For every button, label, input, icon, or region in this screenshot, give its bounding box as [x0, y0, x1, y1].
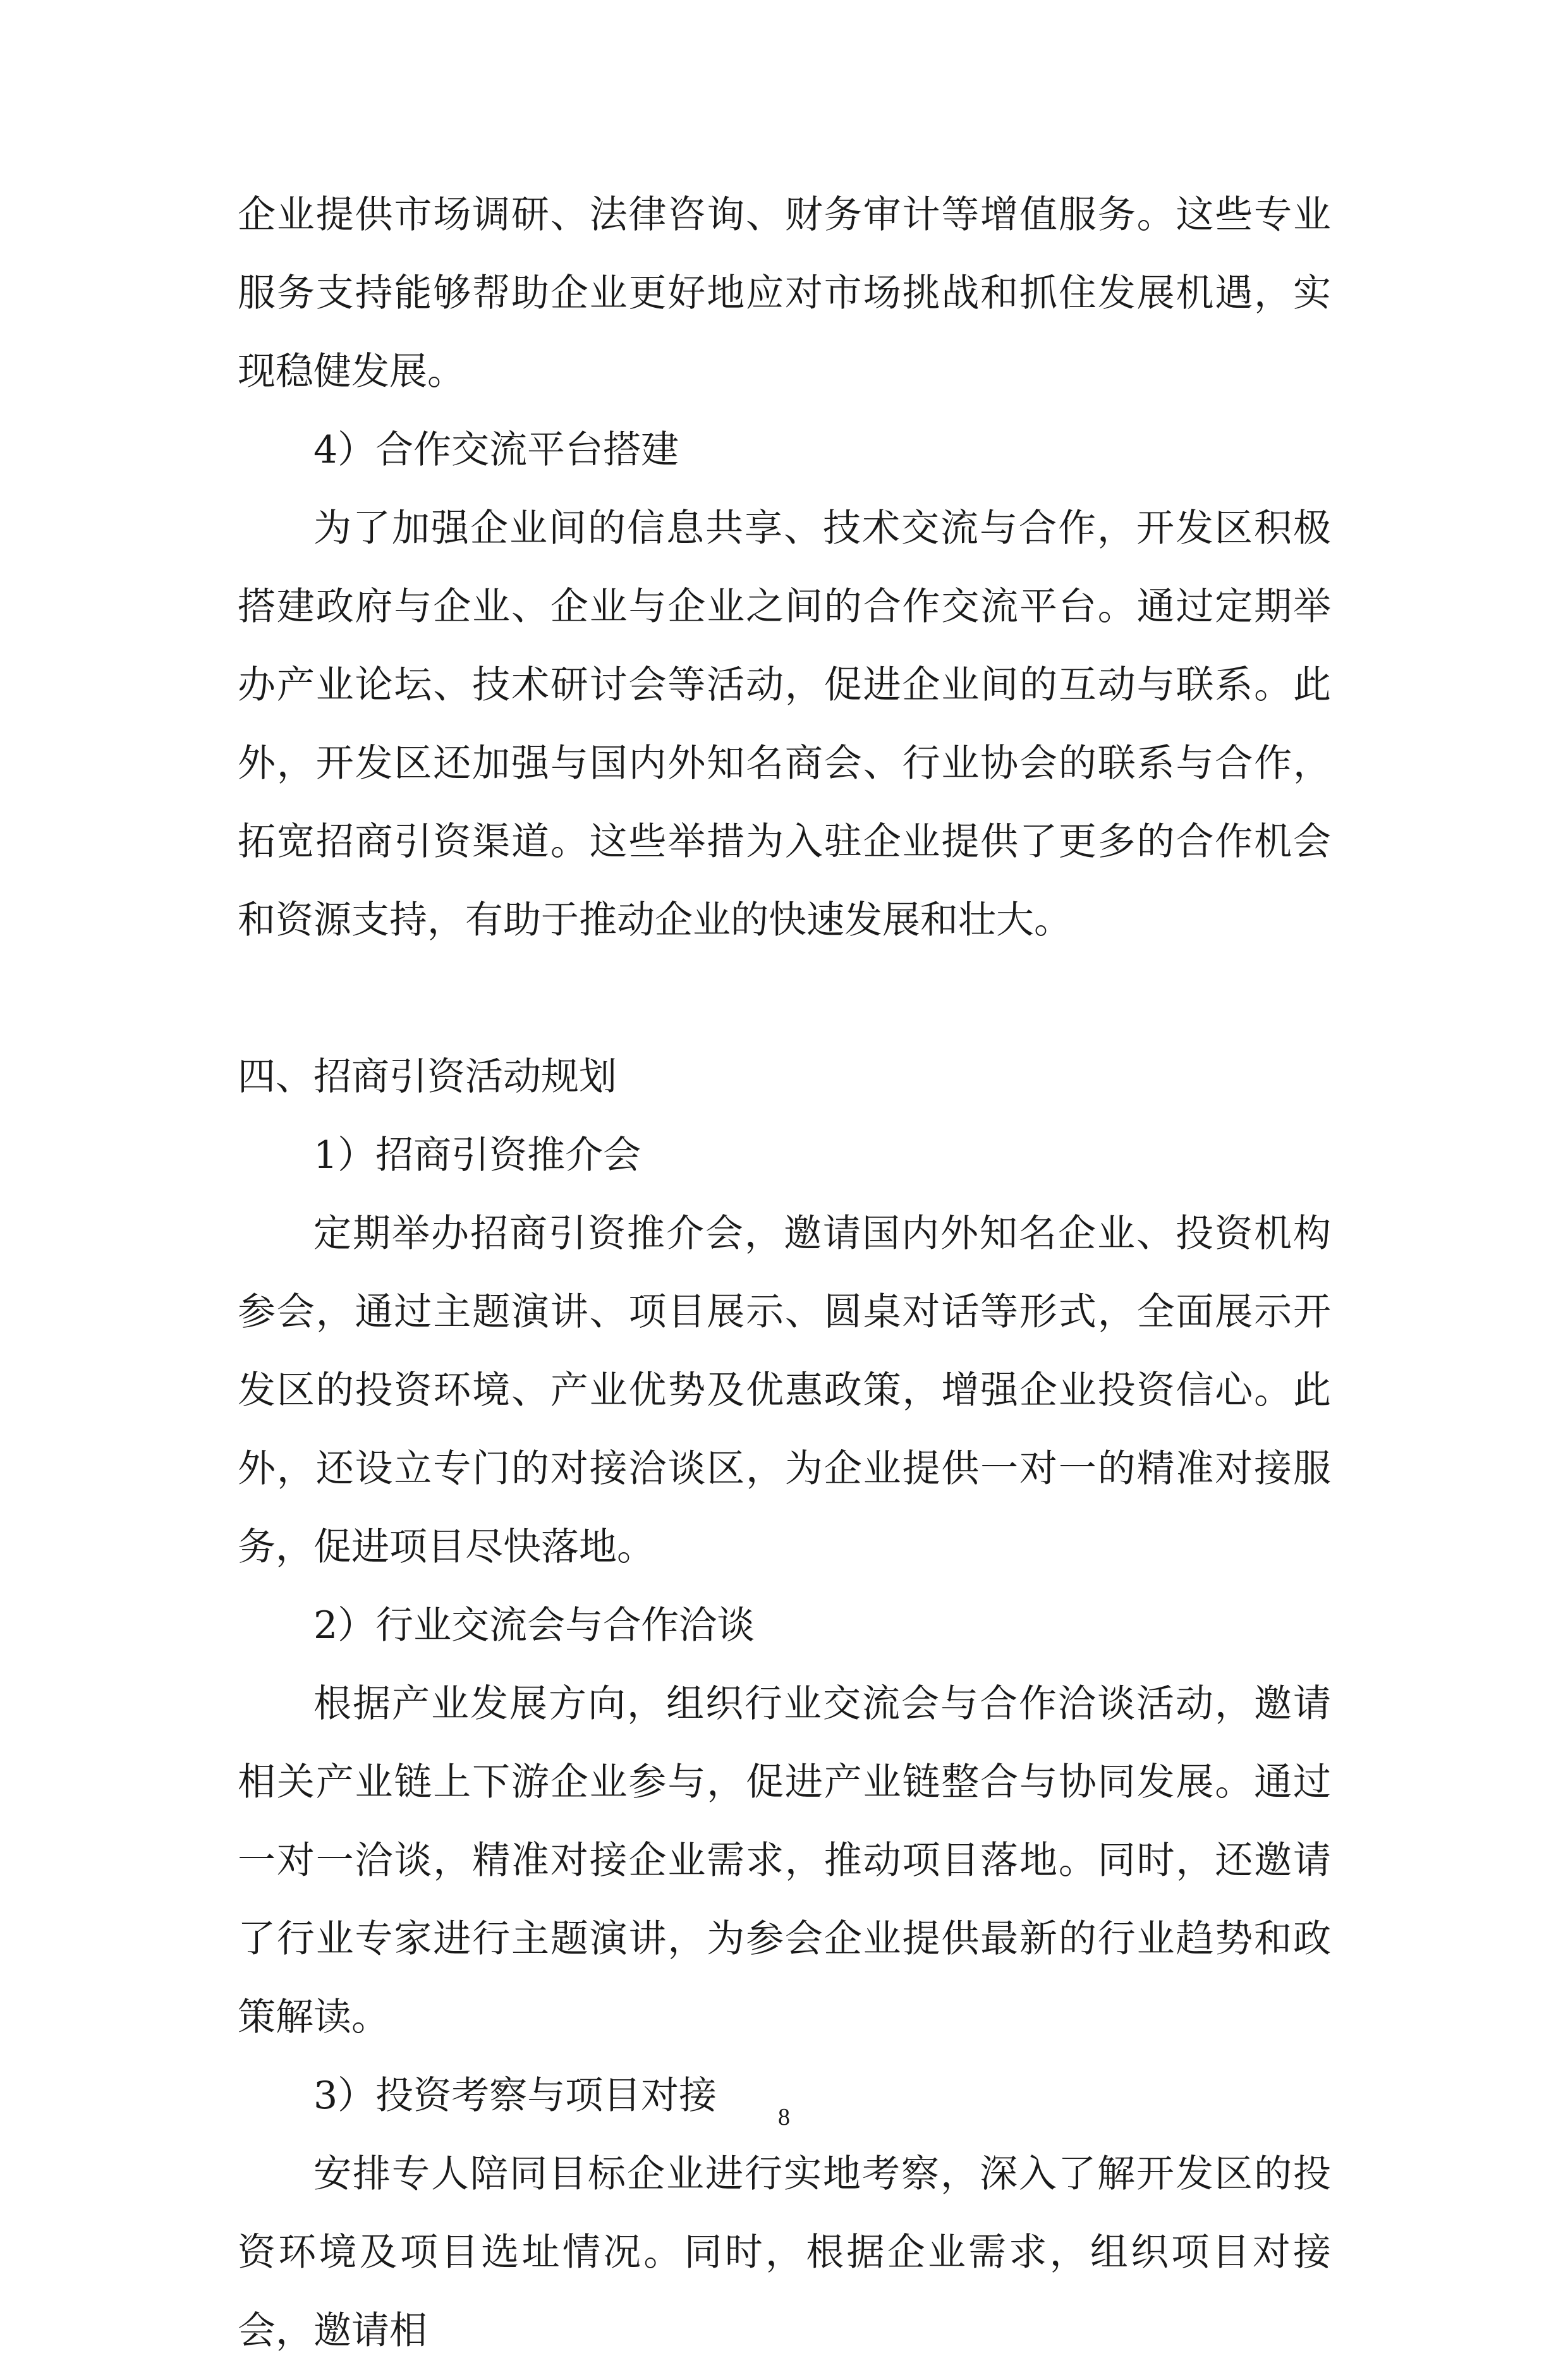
paragraph-cooperation-platform: 为了加强企业间的信息共享、技术交流与合作，开发区积极搭建政府与企业、企业与企业之间的合作交流平台。通过定期举办产业论坛、技术研讨会等活动，促进企业间的互动与联系。此外，开发区还加强与国内外知名商会、行业协会的联系与合作，拓宽招商引资渠道。这些举措为入驻企业提供了更多的合作机会和资源支持，有助于推动企业的快速发展和壮大。: [238, 506, 1331, 942]
subheading-cooperation-platform: 4）合作交流平台搭建: [313, 428, 679, 472]
subheading-industry-exchange: 2）行业交流会与合作洽谈: [313, 1603, 755, 1648]
page-number: 8: [778, 2104, 790, 2130]
section-spacer: [238, 959, 1331, 1038]
paragraph-investment-promotion: 定期举办招商引资推介会，邀请国内外知名企业、投资机构参会，通过主题演讲、项目展示、圆桌对话等形式，全面展示开发区的投资环境、产业优势及优惠政策，增强企业投资信心。此外，还设立专门的对接洽谈区，为企业提供一对一的精准对接服务，促进项目尽快落地。: [238, 1212, 1331, 1569]
paragraph-continued: 企业提供市场调研、法律咨询、财务审计等增值服务。这些专业服务支持能够帮助企业更好地应对市场挑战和抓住发展机遇，实现稳健发展。: [238, 193, 1331, 394]
subheading-investment-inspection: 3）投资考察与项目对接: [313, 2074, 717, 2118]
paragraph-industry-exchange: 根据产业发展方向，组织行业交流会与合作洽谈活动，邀请相关产业链上下游企业参与，促进产业链整合与协同发展。通过一对一洽谈，精准对接企业需求，推动项目落地。同时，还邀请了行业专家进行主题演讲，为参会企业提供最新的行业趋势和政策解读。: [238, 1682, 1331, 2039]
section-title: 四、招商引资活动规划: [238, 1055, 617, 1099]
paragraph-investment-inspection: 安排专人陪同目标企业进行实地考察，深入了解开发区的投资环境及项目选址情况。同时，根据企业需求，组织项目对接会，邀请相: [238, 2152, 1331, 2353]
subheading-investment-promotion: 1）招商引资推介会: [313, 1133, 641, 1177]
page-body: [238, 176, 1331, 2370]
